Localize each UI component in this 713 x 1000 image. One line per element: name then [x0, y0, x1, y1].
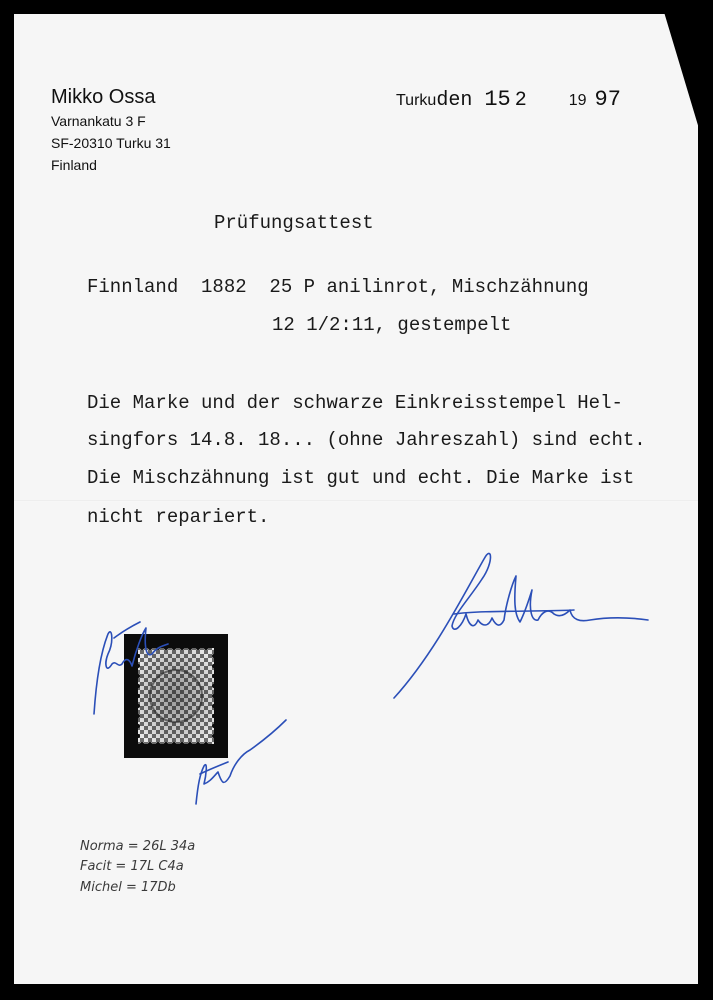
- dateline: [396, 87, 621, 112]
- body-line-4: nicht repariert.: [87, 506, 270, 528]
- handwritten-note-facit: Facit = 17L C4a: [80, 859, 184, 874]
- folded-corner: [640, 14, 698, 132]
- dateline-year-suffix: 97: [594, 87, 621, 112]
- dateline-day: 15: [484, 87, 511, 112]
- certificate-title: Prüfungsattest: [214, 212, 374, 234]
- body-line-2: singfors 14.8. 18... (ohne Jahreszahl) sind echt.: [87, 429, 646, 451]
- sender-letterhead: [51, 84, 171, 176]
- subject-line-2: 12 1/2:11, gestempelt: [272, 314, 512, 336]
- handwritten-note-norma: Norma = 26L 34a: [80, 839, 196, 854]
- certificate-sheet: [14, 14, 698, 984]
- sender-name: Mikko Ossa: [51, 86, 156, 108]
- handwritten-note-michel: Michel = 17Db: [80, 880, 176, 895]
- examiner-signature: [394, 553, 648, 698]
- stamp-image: [124, 634, 228, 758]
- dateline-year-prefix: 19: [568, 92, 587, 109]
- sender-country: Finland: [51, 157, 97, 173]
- dateline-place: Turku: [396, 92, 437, 109]
- stamp-illustration: [124, 634, 228, 758]
- dateline-month: 2: [514, 89, 527, 112]
- dateline-den: den: [436, 89, 473, 112]
- body-line-1: Die Marke und der schwarze Einkreisstempel Hel-: [87, 392, 623, 414]
- sender-postal: SF-20310 Turku 31: [51, 135, 171, 151]
- body-line-3: Die Mischzähnung ist gut und echt. Die Marke ist: [87, 467, 635, 489]
- paper-fold-line: [14, 500, 698, 502]
- subject-line-1: Finnland 1882 25 P anilinrot, Mischzähnung: [87, 276, 589, 298]
- sender-street: Varnankatu 3 F: [51, 113, 146, 129]
